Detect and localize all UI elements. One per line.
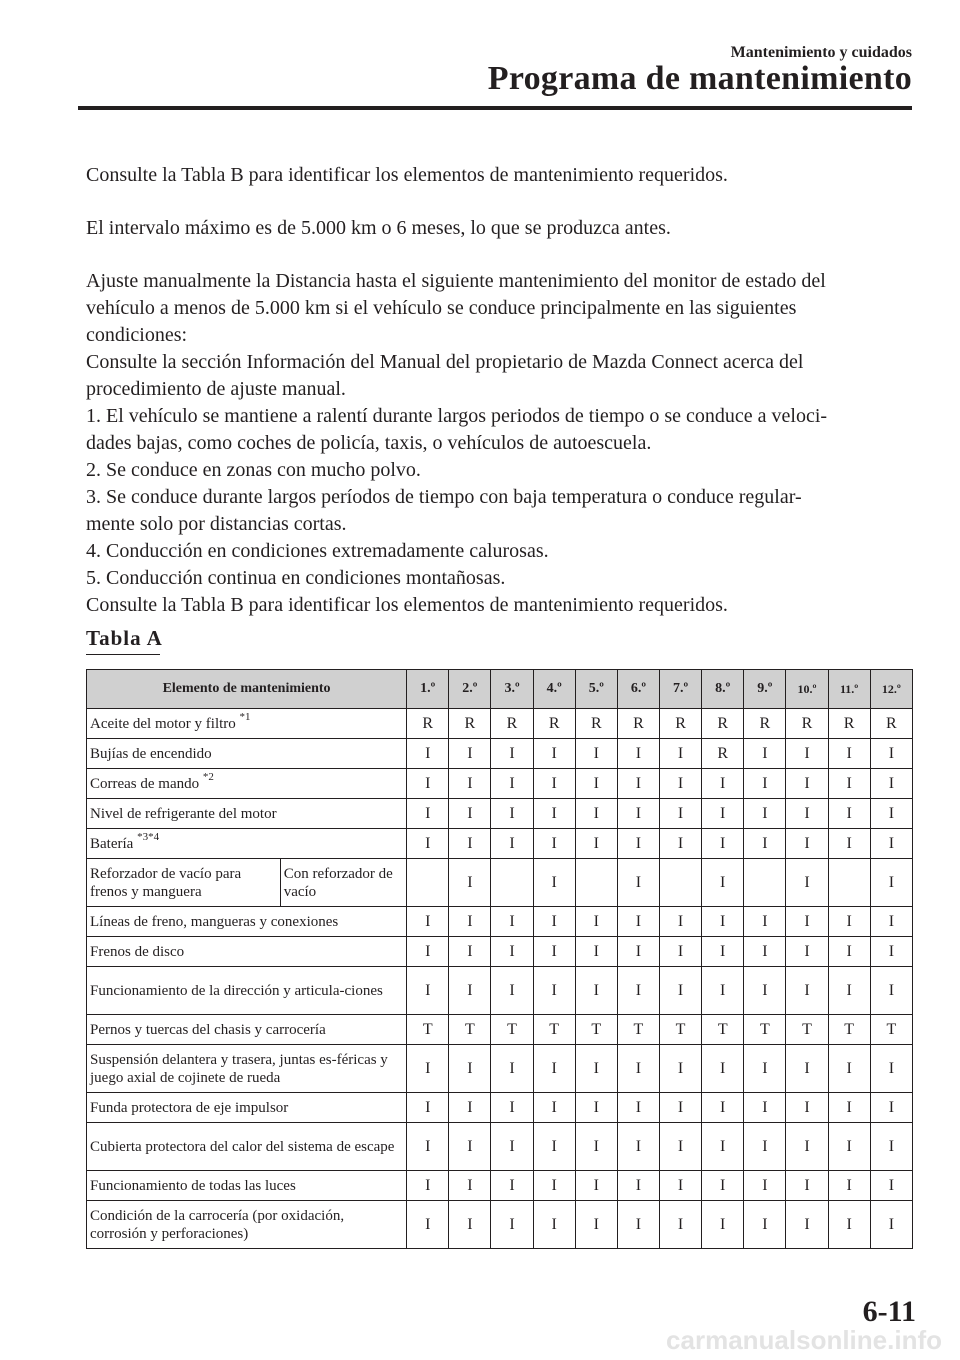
interval-value: T bbox=[702, 1015, 744, 1045]
interval-value: R bbox=[491, 709, 533, 739]
interval-value: I bbox=[660, 1045, 702, 1093]
interval-value: T bbox=[744, 1015, 786, 1045]
interval-value: I bbox=[617, 1045, 659, 1093]
interval-value: I bbox=[491, 769, 533, 799]
interval-value: T bbox=[533, 1015, 575, 1045]
interval-value: I bbox=[617, 967, 659, 1015]
interval-value: I bbox=[449, 1093, 491, 1123]
interval-value: I bbox=[660, 937, 702, 967]
interval-value: I bbox=[870, 1045, 912, 1093]
interval-value: I bbox=[491, 1045, 533, 1093]
interval-value bbox=[407, 859, 449, 907]
interval-value: I bbox=[449, 967, 491, 1015]
interval-value: I bbox=[449, 907, 491, 937]
maintenance-subitem: Con reforzador de vacío bbox=[280, 859, 406, 907]
interval-value: I bbox=[660, 1171, 702, 1201]
interval-value: I bbox=[702, 1123, 744, 1171]
interval-value: I bbox=[491, 1171, 533, 1201]
interval-value: I bbox=[828, 739, 870, 769]
interval-value: I bbox=[786, 1171, 828, 1201]
table-label: Tabla A bbox=[86, 626, 163, 650]
table-row bbox=[87, 1093, 913, 1123]
interval-value: I bbox=[786, 1123, 828, 1171]
item-label: Frenos de disco bbox=[90, 943, 185, 960]
interval-value: I bbox=[744, 907, 786, 937]
interval-value: I bbox=[491, 739, 533, 769]
interval-value: I bbox=[533, 859, 575, 907]
interval-value: I bbox=[449, 859, 491, 907]
interval-value: I bbox=[575, 937, 617, 967]
header-interval: 1.º bbox=[407, 670, 449, 709]
table-row bbox=[87, 1201, 913, 1249]
interval-value: I bbox=[870, 1201, 912, 1249]
interval-value: I bbox=[575, 1045, 617, 1093]
maintenance-item bbox=[87, 1201, 407, 1249]
interval-value: T bbox=[870, 1015, 912, 1045]
text-line: condiciones: bbox=[86, 324, 188, 346]
interval-value: R bbox=[407, 709, 449, 739]
header-interval: 9.º bbox=[744, 670, 786, 709]
table-row bbox=[87, 907, 913, 937]
item-label: Suspensión delantera y trasera, juntas es-féricas y juego axial de cojinete de rueda bbox=[90, 1051, 388, 1086]
interval-value: I bbox=[828, 937, 870, 967]
header-interval: 10.º bbox=[786, 670, 828, 709]
interval-value: T bbox=[660, 1015, 702, 1045]
interval-value: I bbox=[828, 769, 870, 799]
maintenance-item bbox=[87, 1123, 407, 1171]
interval-value: I bbox=[870, 1093, 912, 1123]
interval-value: I bbox=[533, 1093, 575, 1123]
interval-value: I bbox=[828, 829, 870, 859]
footnote-mark: *3*4 bbox=[137, 830, 160, 843]
interval-value: I bbox=[828, 1045, 870, 1093]
interval-value: I bbox=[744, 799, 786, 829]
table-row bbox=[87, 967, 913, 1015]
maintenance-item bbox=[87, 937, 407, 967]
interval-value: R bbox=[617, 709, 659, 739]
interval-value: I bbox=[744, 967, 786, 1015]
footnote-mark: *1 bbox=[239, 710, 251, 723]
interval-value: I bbox=[828, 967, 870, 1015]
chapter-title: Programa de mantenimiento bbox=[487, 60, 912, 97]
interval-value: I bbox=[407, 1123, 449, 1171]
interval-value: I bbox=[870, 799, 912, 829]
item-label: Correas de mando bbox=[90, 775, 203, 792]
interval-value: R bbox=[702, 739, 744, 769]
item-label: Batería bbox=[90, 835, 138, 852]
header-interval: 2.º bbox=[449, 670, 491, 709]
interval-value: I bbox=[617, 829, 659, 859]
interval-value: I bbox=[407, 769, 449, 799]
interval-value: I bbox=[533, 967, 575, 1015]
interval-value: I bbox=[575, 1171, 617, 1201]
interval-value: I bbox=[828, 1123, 870, 1171]
interval-value: I bbox=[786, 1093, 828, 1123]
header-interval: 5.º bbox=[575, 670, 617, 709]
interval-value: I bbox=[786, 967, 828, 1015]
interval-value: I bbox=[870, 1171, 912, 1201]
interval-value: I bbox=[744, 1171, 786, 1201]
interval-value: I bbox=[660, 1201, 702, 1249]
interval-value: T bbox=[491, 1015, 533, 1045]
interval-value: I bbox=[449, 799, 491, 829]
interval-value: I bbox=[533, 1171, 575, 1201]
intro-paragraph-2: El intervalo máximo es de 5.000 km o 6 meses, lo que se produzca antes. bbox=[86, 217, 671, 239]
interval-value: R bbox=[660, 709, 702, 739]
interval-value: I bbox=[870, 859, 912, 907]
interval-value: R bbox=[449, 709, 491, 739]
table-row bbox=[87, 859, 913, 907]
text-line: 5. Conducción continua en condiciones montañosas. bbox=[86, 567, 506, 589]
interval-value: I bbox=[744, 1201, 786, 1249]
maintenance-item bbox=[87, 1015, 407, 1045]
maintenance-item bbox=[87, 967, 407, 1015]
section-label: Mantenimiento y cuidados bbox=[730, 44, 912, 61]
interval-value: I bbox=[533, 907, 575, 937]
interval-value: I bbox=[449, 937, 491, 967]
interval-value: I bbox=[491, 1093, 533, 1123]
interval-value: T bbox=[617, 1015, 659, 1045]
interval-value: I bbox=[660, 769, 702, 799]
text-line: vehículo a menos de 5.000 km si el vehículo se conduce principalmente en las siguientes bbox=[86, 297, 797, 319]
interval-value: I bbox=[786, 829, 828, 859]
table-row bbox=[87, 709, 913, 739]
interval-value: I bbox=[491, 1201, 533, 1249]
interval-value: R bbox=[828, 709, 870, 739]
interval-value: R bbox=[744, 709, 786, 739]
interval-value: T bbox=[786, 1015, 828, 1045]
watermark: carmanualsonline.info bbox=[666, 1325, 942, 1355]
interval-value: I bbox=[617, 859, 659, 907]
interval-value: I bbox=[407, 739, 449, 769]
text-line: dades bajas, como coches de policía, taxis, o vehículos de autoescuela. bbox=[86, 432, 652, 454]
interval-value: I bbox=[702, 1201, 744, 1249]
interval-value: I bbox=[491, 799, 533, 829]
interval-value: I bbox=[407, 1171, 449, 1201]
interval-value: I bbox=[449, 1171, 491, 1201]
interval-value bbox=[744, 859, 786, 907]
table-row bbox=[87, 769, 913, 799]
interval-value: I bbox=[449, 739, 491, 769]
interval-value: I bbox=[575, 1201, 617, 1249]
interval-value: I bbox=[449, 769, 491, 799]
interval-value: I bbox=[449, 1201, 491, 1249]
interval-value: I bbox=[407, 907, 449, 937]
interval-value: I bbox=[870, 1123, 912, 1171]
maintenance-item bbox=[87, 907, 407, 937]
interval-value: I bbox=[575, 739, 617, 769]
table-row bbox=[87, 937, 913, 967]
maintenance-item bbox=[87, 709, 407, 739]
interval-value: I bbox=[702, 1093, 744, 1123]
header-interval: 12.º bbox=[870, 670, 912, 709]
interval-value: I bbox=[575, 769, 617, 799]
interval-value: T bbox=[407, 1015, 449, 1045]
interval-value: I bbox=[533, 937, 575, 967]
interval-value: I bbox=[491, 907, 533, 937]
interval-value: I bbox=[828, 799, 870, 829]
interval-value bbox=[575, 859, 617, 907]
header-interval: 6.º bbox=[617, 670, 659, 709]
interval-value: I bbox=[617, 769, 659, 799]
interval-value: T bbox=[449, 1015, 491, 1045]
maintenance-item bbox=[87, 1171, 407, 1201]
interval-value: I bbox=[702, 769, 744, 799]
interval-value: I bbox=[491, 829, 533, 859]
header-interval: 8.º bbox=[702, 670, 744, 709]
item-label: Funcionamiento de todas las luces bbox=[90, 1177, 296, 1194]
interval-value: I bbox=[660, 1123, 702, 1171]
maintenance-item bbox=[87, 769, 407, 799]
interval-value: I bbox=[407, 937, 449, 967]
interval-value: I bbox=[617, 907, 659, 937]
table-row bbox=[87, 739, 913, 769]
interval-value: I bbox=[617, 1171, 659, 1201]
title-rule bbox=[78, 106, 912, 110]
intro-paragraph-1: Consulte la Tabla B para identificar los elementos de mantenimiento requeridos. bbox=[86, 164, 728, 186]
interval-value: I bbox=[702, 859, 744, 907]
interval-value: I bbox=[828, 1093, 870, 1123]
table-row bbox=[87, 1123, 913, 1171]
interval-value: I bbox=[702, 967, 744, 1015]
text-line: Consulte la sección Información del Manual del propietario de Mazda Connect acerca del bbox=[86, 351, 804, 373]
footnote-mark: *2 bbox=[202, 770, 214, 783]
table-row bbox=[87, 1045, 913, 1093]
interval-value: R bbox=[786, 709, 828, 739]
interval-value: I bbox=[660, 739, 702, 769]
interval-value: I bbox=[828, 907, 870, 937]
text-line: Ajuste manualmente la Distancia hasta el siguiente mantenimiento del monitor de estado del bbox=[86, 270, 826, 292]
interval-value: I bbox=[407, 967, 449, 1015]
interval-value: I bbox=[617, 1201, 659, 1249]
header-interval: 3.º bbox=[491, 670, 533, 709]
item-label: Funcionamiento de la dirección y articula-ciones bbox=[90, 982, 383, 999]
interval-value: I bbox=[533, 799, 575, 829]
interval-value bbox=[828, 859, 870, 907]
interval-value: I bbox=[617, 937, 659, 967]
interval-value: I bbox=[533, 1123, 575, 1171]
interval-value: I bbox=[407, 799, 449, 829]
maintenance-table bbox=[86, 669, 913, 1249]
table-row bbox=[87, 829, 913, 859]
interval-value: I bbox=[575, 907, 617, 937]
interval-value: R bbox=[870, 709, 912, 739]
interval-value: I bbox=[407, 1093, 449, 1123]
interval-value: I bbox=[617, 799, 659, 829]
interval-value: I bbox=[744, 829, 786, 859]
interval-value: I bbox=[786, 769, 828, 799]
interval-value: I bbox=[786, 1201, 828, 1249]
interval-value: I bbox=[786, 739, 828, 769]
text-line: 1. El vehículo se mantiene a ralentí durante largos periodos de tiempo o se conduce a veloci- bbox=[86, 405, 828, 427]
interval-value: I bbox=[744, 1045, 786, 1093]
interval-value: I bbox=[660, 829, 702, 859]
text-line: 4. Conducción en condiciones extremadamente calurosas. bbox=[86, 540, 549, 562]
maintenance-item bbox=[87, 739, 407, 769]
interval-value: I bbox=[828, 1171, 870, 1201]
interval-value: I bbox=[407, 1201, 449, 1249]
interval-value: I bbox=[449, 1123, 491, 1171]
interval-value: I bbox=[575, 799, 617, 829]
text-line: 3. Se conduce durante largos períodos de tiempo con baja temperatura o conduce regular- bbox=[86, 486, 802, 508]
interval-value: I bbox=[702, 799, 744, 829]
interval-value: I bbox=[702, 1045, 744, 1093]
interval-value: I bbox=[407, 1045, 449, 1093]
item-label: Nivel de refrigerante del motor bbox=[90, 805, 277, 822]
interval-value: I bbox=[786, 859, 828, 907]
item-label: Líneas de freno, mangueras y conexiones bbox=[90, 913, 339, 930]
interval-value: I bbox=[449, 1045, 491, 1093]
interval-value: R bbox=[575, 709, 617, 739]
header-interval: 7.º bbox=[660, 670, 702, 709]
maintenance-item bbox=[87, 829, 407, 859]
text-line: Consulte la Tabla B para identificar los elementos de mantenimiento requeridos. bbox=[86, 594, 728, 616]
interval-value: I bbox=[533, 1201, 575, 1249]
interval-value: I bbox=[744, 937, 786, 967]
maintenance-item bbox=[87, 1093, 407, 1123]
interval-value: I bbox=[870, 739, 912, 769]
interval-value: T bbox=[828, 1015, 870, 1045]
interval-value: I bbox=[575, 1123, 617, 1171]
interval-value: I bbox=[702, 937, 744, 967]
interval-value: I bbox=[449, 829, 491, 859]
interval-value: I bbox=[491, 967, 533, 1015]
interval-value: I bbox=[660, 907, 702, 937]
interval-value: T bbox=[575, 1015, 617, 1045]
interval-value: I bbox=[786, 1045, 828, 1093]
interval-value: I bbox=[786, 799, 828, 829]
interval-value: I bbox=[533, 1045, 575, 1093]
text-line: procedimiento de ajuste manual. bbox=[86, 378, 346, 400]
interval-value bbox=[491, 859, 533, 907]
interval-value: I bbox=[533, 739, 575, 769]
item-label: Funda protectora de eje impulsor bbox=[90, 1099, 289, 1116]
interval-value: I bbox=[660, 967, 702, 1015]
interval-value: I bbox=[491, 937, 533, 967]
page-number: 6-11 bbox=[862, 1295, 916, 1328]
item-label: Aceite del motor y filtro bbox=[90, 715, 240, 732]
item-label: Condición de la carrocería (por oxidación, corrosión y perforaciones) bbox=[90, 1207, 345, 1242]
interval-value: I bbox=[617, 1123, 659, 1171]
header-interval: 4.º bbox=[533, 670, 575, 709]
interval-value: I bbox=[702, 829, 744, 859]
interval-value: I bbox=[660, 1093, 702, 1123]
interval-value: I bbox=[870, 967, 912, 1015]
table-row bbox=[87, 1015, 913, 1045]
interval-value: I bbox=[870, 937, 912, 967]
header-item: Elemento de mantenimiento bbox=[87, 670, 407, 709]
maintenance-item bbox=[87, 799, 407, 829]
interval-value: R bbox=[533, 709, 575, 739]
table-row bbox=[87, 799, 913, 829]
interval-value: I bbox=[702, 1171, 744, 1201]
interval-value: I bbox=[786, 907, 828, 937]
interval-value: I bbox=[575, 829, 617, 859]
table-row bbox=[87, 1171, 913, 1201]
interval-value: I bbox=[660, 799, 702, 829]
interval-value: I bbox=[575, 967, 617, 1015]
item-label: Pernos y tuercas del chasis y carrocería bbox=[90, 1021, 326, 1038]
interval-value: I bbox=[617, 1093, 659, 1123]
interval-value: I bbox=[870, 907, 912, 937]
interval-value: I bbox=[870, 769, 912, 799]
interval-value: I bbox=[744, 769, 786, 799]
interval-value: I bbox=[533, 829, 575, 859]
text-line: mente solo por distancias cortas. bbox=[86, 513, 347, 535]
interval-value: I bbox=[491, 1123, 533, 1171]
conditions-paragraph bbox=[86, 268, 916, 619]
item-label: Cubierta protectora del calor del sistema de escape bbox=[90, 1138, 395, 1155]
interval-value: I bbox=[744, 1123, 786, 1171]
interval-value: I bbox=[617, 739, 659, 769]
interval-value: I bbox=[533, 769, 575, 799]
interval-value bbox=[660, 859, 702, 907]
maintenance-item: Reforzador de vacío para frenos y manguera bbox=[87, 859, 281, 907]
interval-value: R bbox=[702, 709, 744, 739]
interval-value: I bbox=[744, 1093, 786, 1123]
interval-value: I bbox=[828, 1201, 870, 1249]
table-label-underline bbox=[86, 654, 160, 655]
table-header-row bbox=[87, 670, 913, 709]
header-interval: 11.º bbox=[828, 670, 870, 709]
interval-value: I bbox=[407, 829, 449, 859]
interval-value: I bbox=[702, 907, 744, 937]
interval-value: I bbox=[786, 937, 828, 967]
maintenance-item bbox=[87, 1045, 407, 1093]
item-label: Bujías de encendido bbox=[90, 745, 212, 762]
text-line: 2. Se conduce en zonas con mucho polvo. bbox=[86, 459, 421, 481]
interval-value: I bbox=[575, 1093, 617, 1123]
interval-value: I bbox=[744, 739, 786, 769]
interval-value: I bbox=[870, 829, 912, 859]
